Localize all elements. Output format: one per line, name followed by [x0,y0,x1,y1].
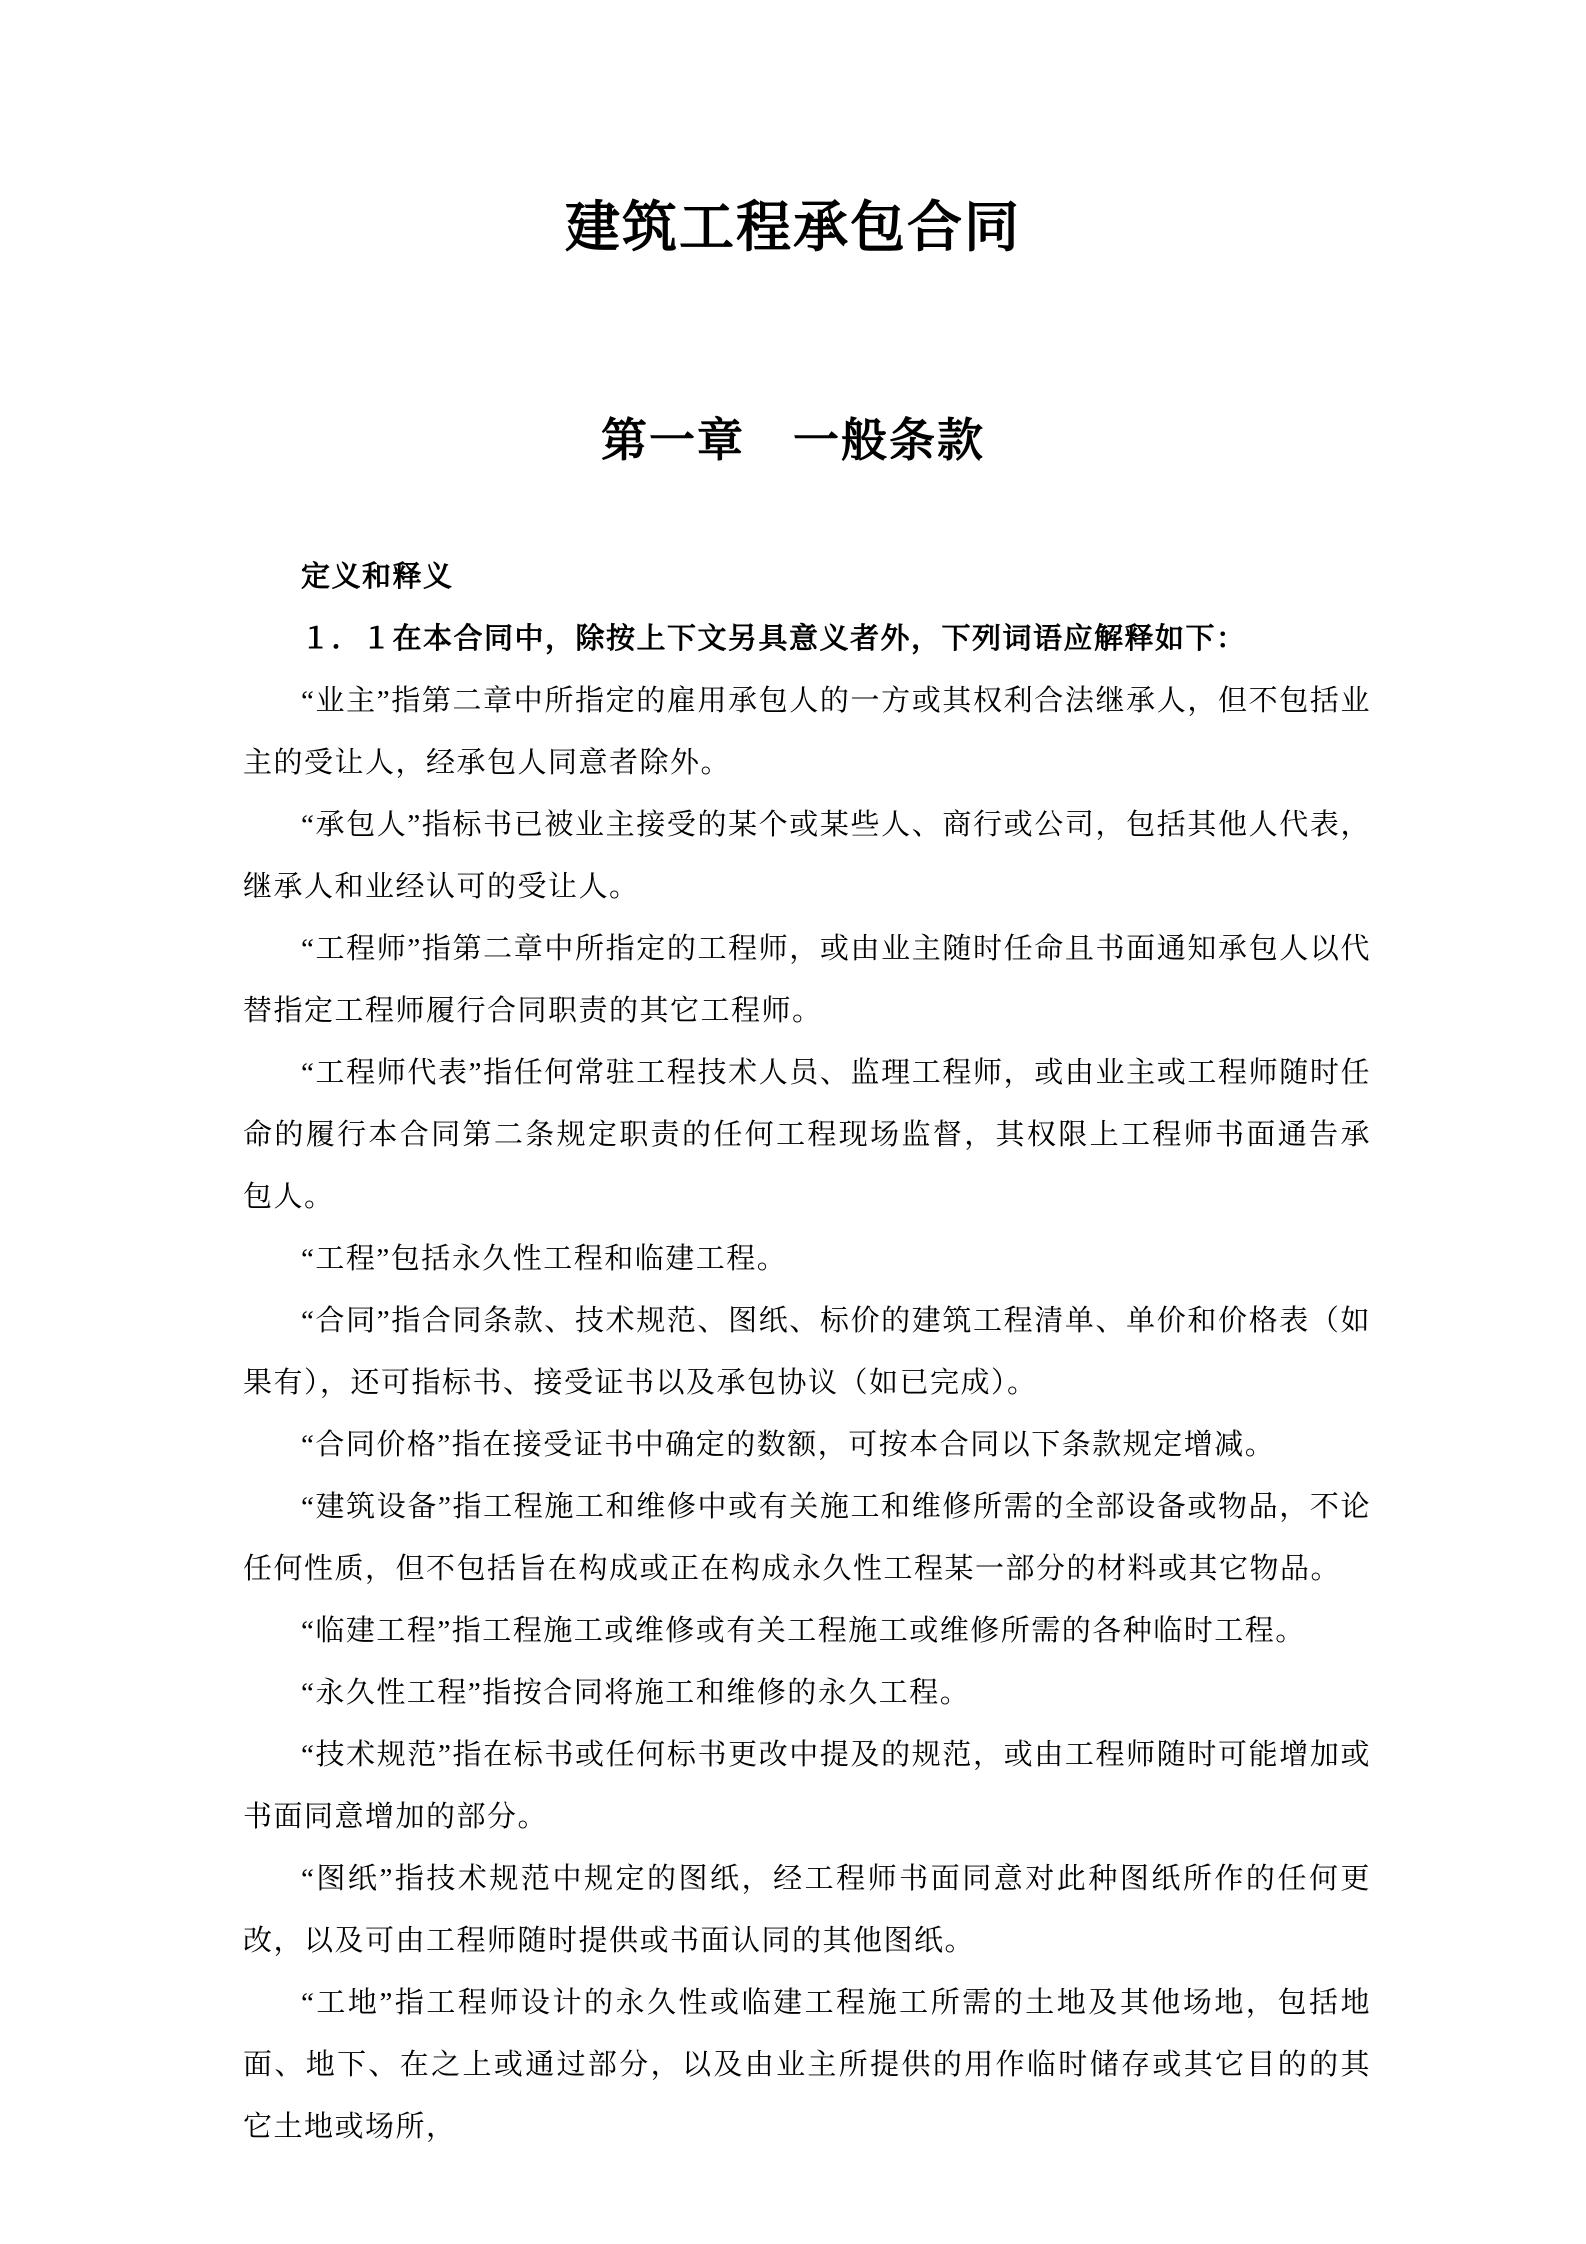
definition-paragraph-works: “工程”包括永久性工程和临建工程。 [301,1243,788,1275]
document-title: 建筑工程承包合同 [564,197,1021,258]
definition-paragraph-contractor: “承包人”指标书已被业主接受的某个或某些人、商行或公司，包括其他人代表，继承人和业经认可的受让人。 [243,809,1371,903]
definition-paragraph-engineer: “工程师”指第二章中所指定的工程师，或由业主随时任命且书面通知承包人以代替指定工程师履行合同职责的其它工程师。 [243,933,1371,1027]
definition-paragraph-construction-equipment: “建筑设备”指工程施工和维修中或有关施工和维修所需的全部设备或物品，不论任何性质，但不包括旨在构成或正在构成永久性工程某一部分的材料或其它物品。 [243,1491,1371,1585]
clause-intro: １．１在本合同中，除按上下文另具意义者外，下列词语应解释如下： [301,623,1247,655]
definition-paragraph-site: “工地”指工程师设计的永久性或临建工程施工所需的土地及其他场地，包括地面、地下、在之上或通过部分，以及由业主所提供的用作临时储存或其它目的的其它土地或场所， [243,1987,1371,2143]
definition-paragraph-owner: “业主”指第二章中所指定的雇用承包人的一方或其权利合法继承人，但不包括业主的受让人，经承包人同意者除外。 [243,685,1371,779]
section-heading: 定义和释义 [301,561,454,593]
definition-paragraph-temporary-works: “临建工程”指工程施工或维修或有关工程施工或维修所需的各种临时工程。 [301,1615,1306,1647]
definition-paragraph-drawings: “图纸”指技术规范中规定的图纸，经工程师书面同意对此种图纸所作的任何更改，以及可由工程师随时提供或书面认同的其他图纸。 [243,1863,1371,1957]
chapter-heading: 第一章 一般条款 [601,415,985,466]
document-body [243,546,1371,2158]
definition-paragraph-specifications: “技术规范”指在标书或任何标书更改中提及的规范，或由工程师随时可能增加或书面同意增加的部分。 [243,1739,1371,1833]
definition-paragraph-contract: “合同”指合同条款、技术规范、图纸、标价的建筑工程清单、单价和价格表（如果有），还可指标书、接受证书以及承包协议（如已完成）。 [243,1305,1371,1399]
definition-paragraph-contract-price: “合同价格”指在接受证书中确定的数额，可按本合同以下条款规定增减。 [301,1429,1276,1461]
definition-paragraph-engineer-representative: “工程师代表”指任何常驻工程技术人员、监理工程师，或由业主或工程师随时任命的履行本合同第二条规定职责的任何工程现场监督，其权限上工程师书面通告承包人。 [243,1057,1371,1213]
definition-paragraph-permanent-works: “永久性工程”指按合同将施工和维修的永久工程。 [301,1677,971,1709]
